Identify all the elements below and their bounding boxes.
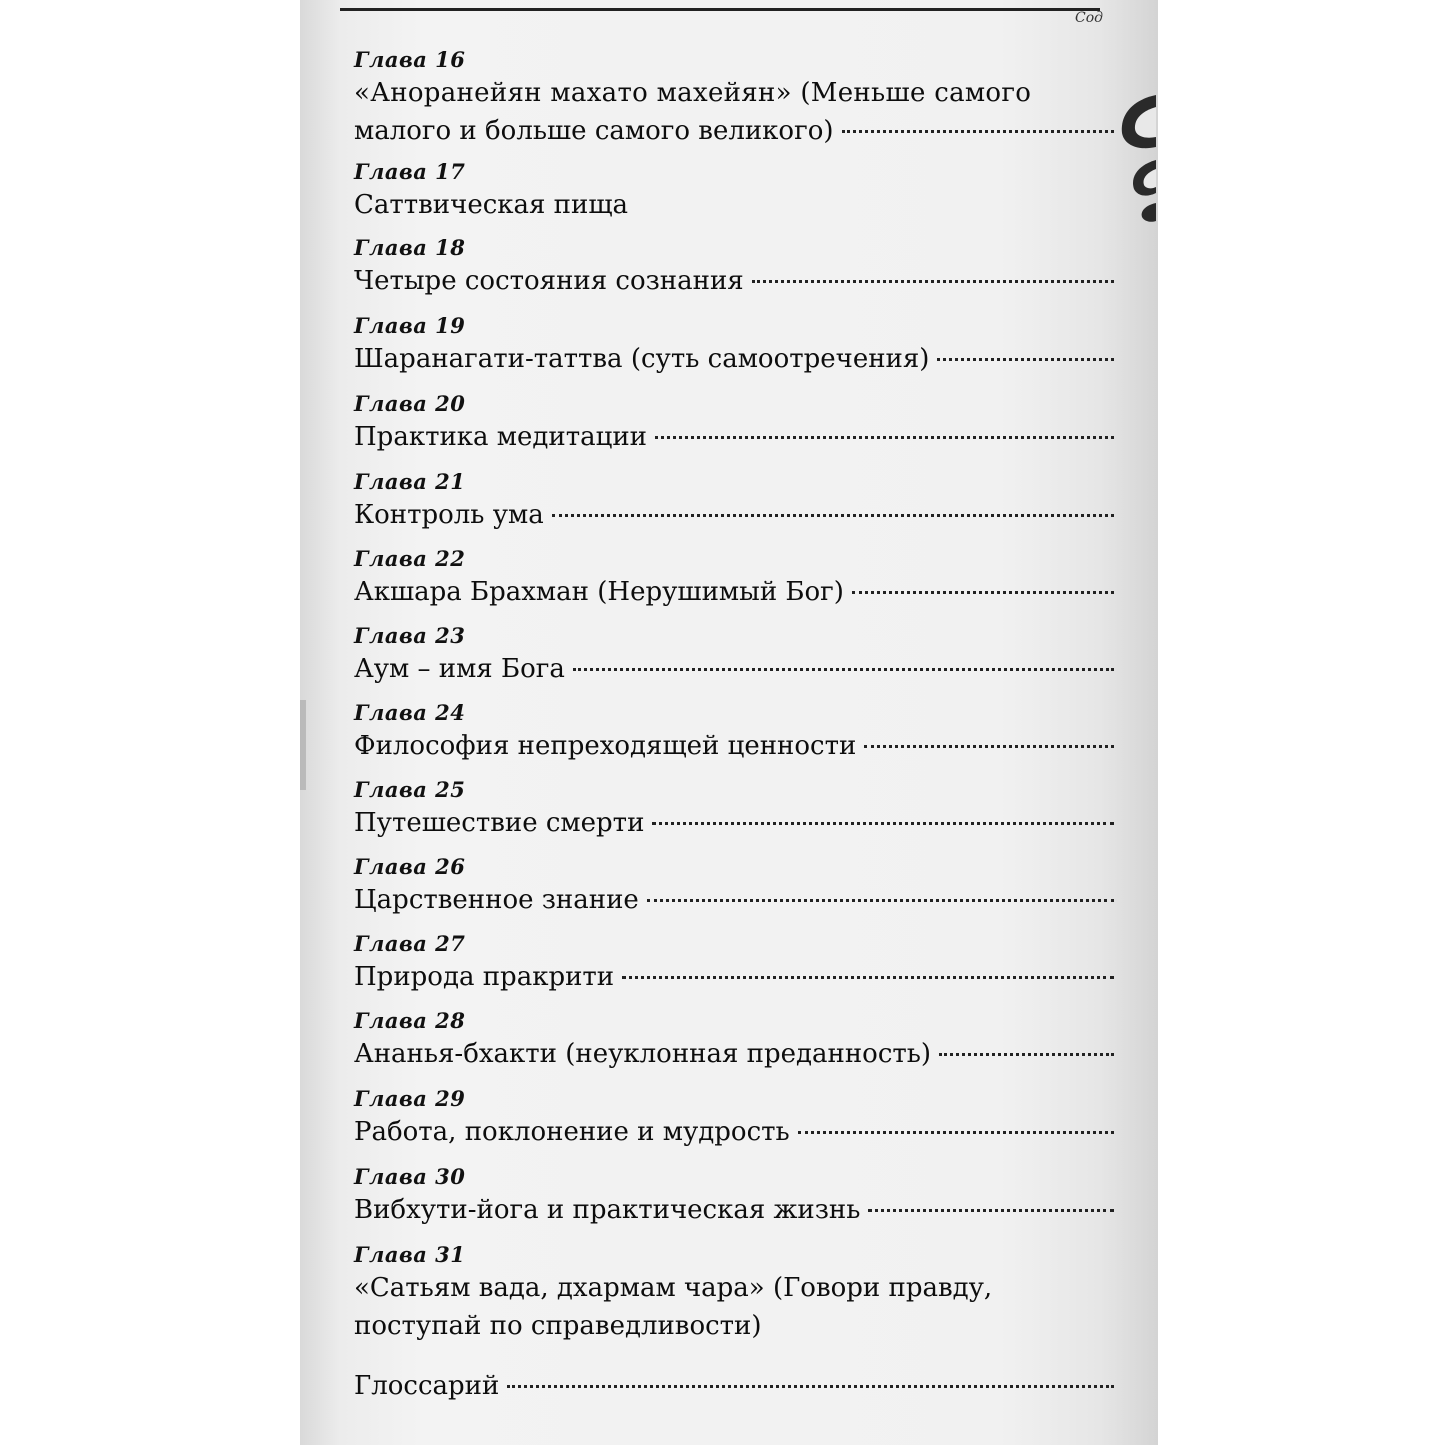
chapter-label: Глава 18 — [354, 235, 466, 260]
entry-title: Вибхути-йога и практическая жизнь — [354, 1195, 861, 1225]
chapter-label: Глава 28 — [354, 1008, 466, 1033]
dot-leader — [655, 436, 1114, 439]
chapter-label: Глава 20 — [354, 391, 466, 416]
toc-entry-23[interactable] — [354, 622, 1114, 699]
dot-leader — [622, 976, 1114, 979]
toc-entry-28[interactable] — [354, 1007, 1114, 1085]
dot-leader — [752, 280, 1114, 283]
chapter-label: Глава 17 — [354, 159, 466, 184]
page-shadow — [300, 700, 306, 790]
dot-leader — [868, 1209, 1114, 1212]
chapter-label: Глава 24 — [354, 700, 466, 725]
entry-title: Философия непреходящей ценности — [354, 731, 857, 761]
toc-entry-17[interactable] — [354, 158, 1114, 234]
chapter-label: Глава 23 — [354, 623, 466, 648]
dot-leader — [573, 668, 1114, 671]
entry-title: Глоссарий — [354, 1371, 500, 1401]
chapter-label: Глава 27 — [354, 931, 466, 956]
entry-title: Саттвическая пища — [354, 190, 629, 220]
entry-title: Путешествие смерти — [354, 808, 645, 838]
toc-entry-21[interactable] — [354, 468, 1114, 545]
entry-title-line-2: поступай по справедливости) — [354, 1311, 762, 1341]
dot-leader — [507, 1385, 1114, 1388]
dot-leader — [652, 822, 1114, 825]
toc-entry-22[interactable] — [354, 545, 1114, 622]
toc-entry-18[interactable] — [354, 234, 1114, 312]
toc-entry-31[interactable] — [354, 1241, 1114, 1359]
entry-title: Ананья-бхакти (неуклонная преданность) — [354, 1039, 932, 1069]
entry-title: Контроль ума — [354, 500, 544, 530]
entry-title-line-2: малого и больше самого великого) — [354, 116, 834, 146]
entry-title: Шаранагати-таттва (суть самоотречения) — [354, 344, 930, 374]
header-corner-text: Сод — [1075, 10, 1104, 26]
chapter-label: Глава 25 — [354, 777, 466, 802]
table-of-contents — [354, 46, 1114, 1417]
toc-entry-29[interactable] — [354, 1085, 1114, 1163]
chapter-label: Глава 26 — [354, 854, 466, 879]
toc-entry-25[interactable] — [354, 776, 1114, 853]
entry-title: Царственное знание — [354, 885, 639, 915]
entry-title: Четыре состояния сознания — [354, 266, 744, 296]
dot-leader — [842, 130, 1114, 133]
toc-entry-27[interactable] — [354, 930, 1114, 1007]
entry-title: Практика медитации — [354, 422, 648, 452]
entry-title-line-1: «Аноранейян махато махейян» (Меньше самого — [354, 78, 1032, 108]
toc-entry-16[interactable] — [354, 46, 1114, 158]
chapter-label: Глава 30 — [354, 1164, 466, 1189]
entry-title: Работа, поклонение и мудрость — [354, 1117, 790, 1147]
chapter-label: Глава 31 — [354, 1242, 466, 1267]
entry-title: Природа пракрити — [354, 962, 615, 992]
chapter-label: Глава 16 — [354, 47, 466, 72]
dot-leader — [552, 514, 1114, 517]
toc-entry-20[interactable] — [354, 390, 1114, 468]
toc-entry-26[interactable] — [354, 853, 1114, 930]
toc-entry-24[interactable] — [354, 699, 1114, 776]
entry-title: Акшара Брахман (Нерушимый Бог) — [354, 577, 844, 607]
chapter-label: Глава 29 — [354, 1086, 466, 1111]
dot-leader — [852, 591, 1114, 594]
chapter-label: Глава 22 — [354, 546, 466, 571]
toc-entry-30[interactable] — [354, 1163, 1114, 1241]
toc-entry-glossary[interactable] — [354, 1367, 1114, 1417]
chapter-label: Глава 21 — [354, 469, 466, 494]
dot-leader — [798, 1131, 1114, 1134]
dot-leader — [864, 745, 1114, 748]
decorative-ornament-icon — [1112, 85, 1156, 225]
chapter-label: Глава 19 — [354, 313, 466, 338]
dot-leader — [647, 899, 1114, 902]
entry-title: Аум – имя Бога — [354, 654, 565, 684]
entry-title-line-1: «Сатьям вада, дхармам чара» (Говори правду, — [354, 1273, 993, 1303]
dot-leader — [937, 358, 1114, 361]
toc-entry-19[interactable] — [354, 312, 1114, 390]
header-rule — [340, 8, 1100, 11]
dot-leader — [939, 1053, 1114, 1056]
